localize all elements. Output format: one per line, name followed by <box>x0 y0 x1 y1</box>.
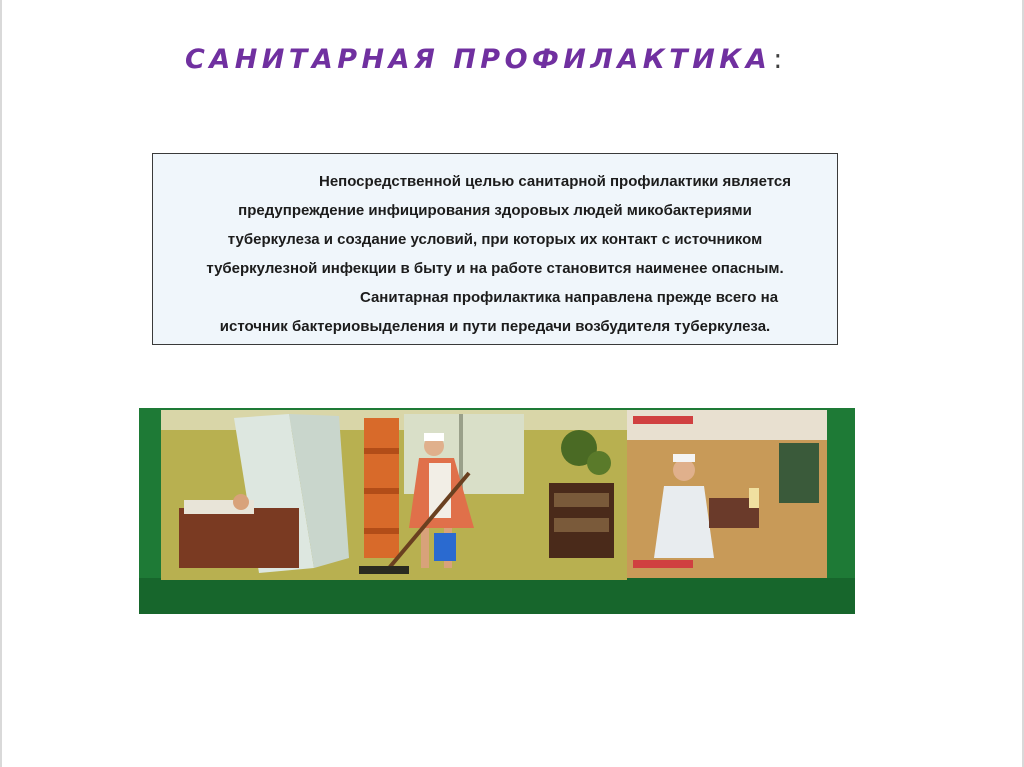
body-text-box <box>152 153 838 345</box>
poster-photo <box>139 408 855 614</box>
slide-title-text: САНИТАРНАЯ ПРОФИЛАКТИКА <box>185 44 772 75</box>
paragraph1-line3: туберкулеза и создание условий, при которых их контакт с источником <box>227 231 763 248</box>
paragraph1-line1: Непосредственной целью санитарной профилактики является <box>318 173 792 190</box>
slide-title <box>185 44 787 75</box>
slide-title-colon: : <box>773 44 787 75</box>
paragraph1-line2: предупреждение инфицирования здоровых людей микобактериями <box>238 202 752 219</box>
poster-photo-icon <box>139 408 855 614</box>
paragraph2-line2: источник бактериовыделения и пути передачи возбудителя туберкулеза. <box>219 318 771 335</box>
slide-border-left <box>0 0 2 767</box>
paragraph1-line4: туберкулезной инфекции в быту и на работе становится наименее опасным. <box>206 260 784 277</box>
paragraph2-line1: Санитарная профилактика направлена прежде всего на <box>359 289 779 306</box>
